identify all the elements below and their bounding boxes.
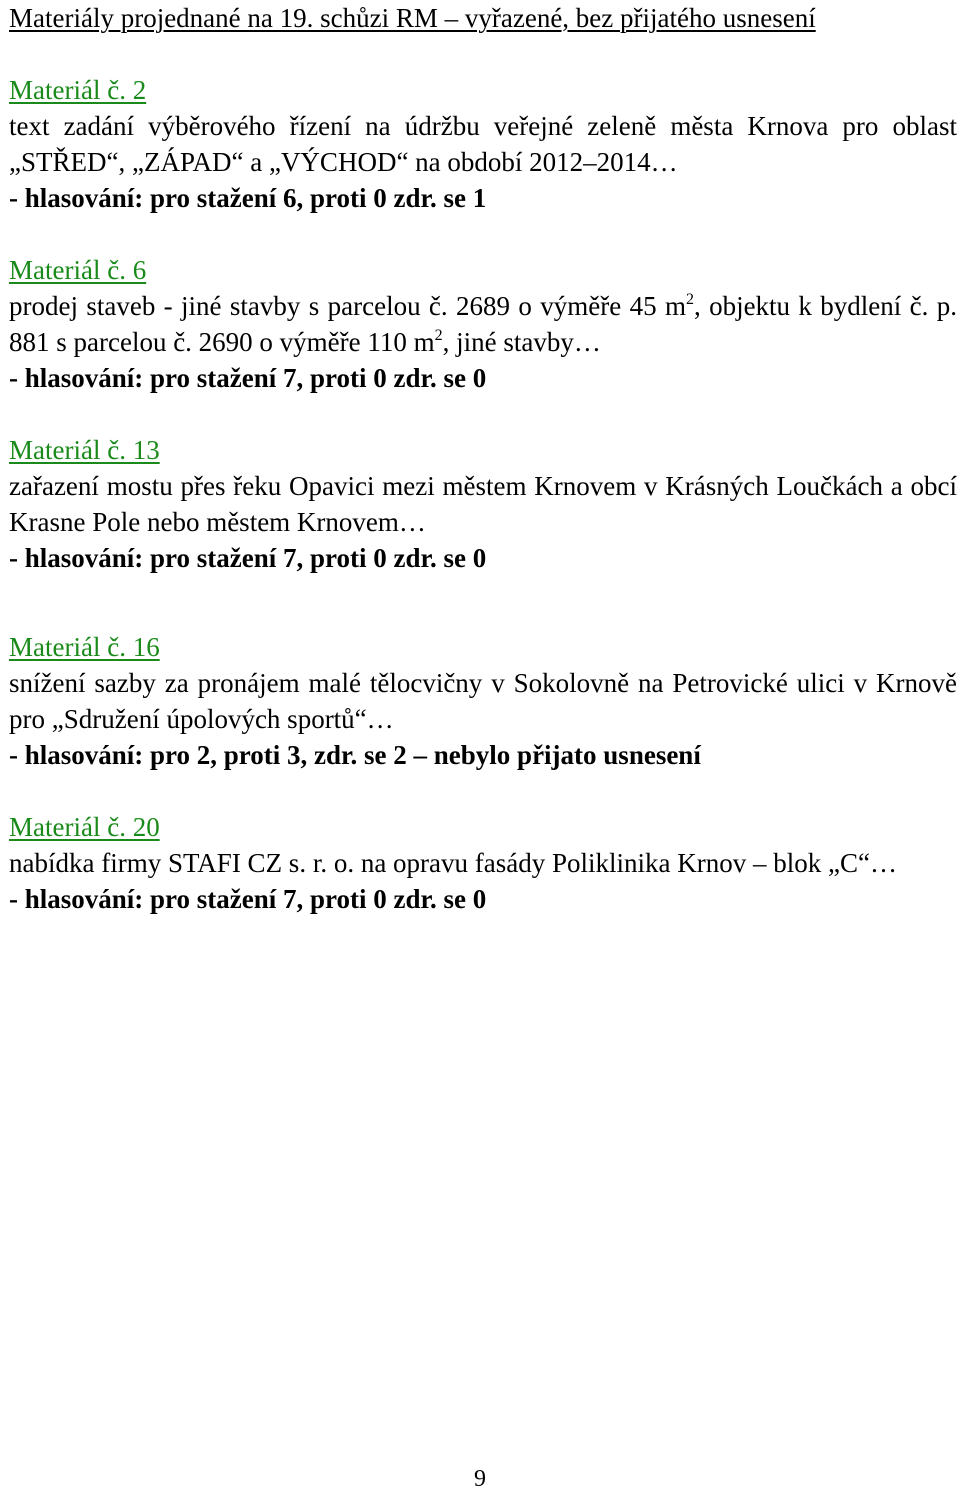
material-title: Materiál č. 16	[9, 632, 160, 662]
superscript: 2	[685, 291, 694, 308]
material-item-13	[9, 432, 957, 576]
material-description: snížení sazby za pronájem malé tělocvičny v Sokolovně na Petrovické ulici v Krnově pro „Sdružení úpolových sportů“…	[9, 668, 957, 734]
material-item-2	[9, 72, 957, 216]
material-vote: - hlasování: pro 2, proti 3, zdr. se 2 – nebylo přijato usnesení	[9, 740, 701, 770]
material-item-6	[9, 252, 957, 396]
description-text: , objektu k bydlení č. p. 881 s parcelou č. 2690 o výměře 110 m	[9, 291, 957, 357]
description-text: , jiné stavby…	[442, 327, 601, 357]
material-title: Materiál č. 6	[9, 255, 147, 285]
page-number: 9	[474, 1466, 486, 1492]
material-title: Materiál č. 13	[9, 435, 160, 465]
material-title: Materiál č. 2	[9, 75, 147, 105]
material-description: zařazení mostu přes řeku Opavici mezi městem Krnovem v Krásných Loučkách a obcí Krasne Pole nebo městem Krnovem…	[9, 471, 957, 537]
material-description: text zadání výběrového řízení na údržbu veřejné zeleně města Krnova pro oblast „STŘED“, „ZÁPAD“ a „VÝCHOD“ na období 2012–2014…	[9, 111, 957, 177]
material-title: Materiál č. 20	[9, 812, 160, 842]
material-description: nabídka firmy STAFI CZ s. r. o. na opravu fasády Poliklinika Krnov – blok „C“…	[9, 848, 897, 878]
material-description	[9, 288, 957, 360]
material-vote: - hlasování: pro stažení 6, proti 0 zdr. se 1	[9, 183, 487, 213]
material-vote: - hlasování: pro stažení 7, proti 0 zdr. se 0	[9, 543, 487, 573]
superscript: 2	[434, 327, 443, 344]
material-item-16	[9, 629, 957, 773]
material-vote: - hlasování: pro stažení 7, proti 0 zdr. se 0	[9, 884, 487, 914]
material-vote: - hlasování: pro stažení 7, proti 0 zdr. se 0	[9, 363, 487, 393]
material-item-20	[9, 809, 957, 917]
document-page	[9, 0, 957, 917]
page-heading: Materiály projednané na 19. schůzi RM – vyřazené, bez přijatého usnesení	[9, 3, 816, 33]
description-text: prodej staveb - jiné stavby s parcelou č. 2689 o výměře 45 m	[9, 291, 686, 321]
